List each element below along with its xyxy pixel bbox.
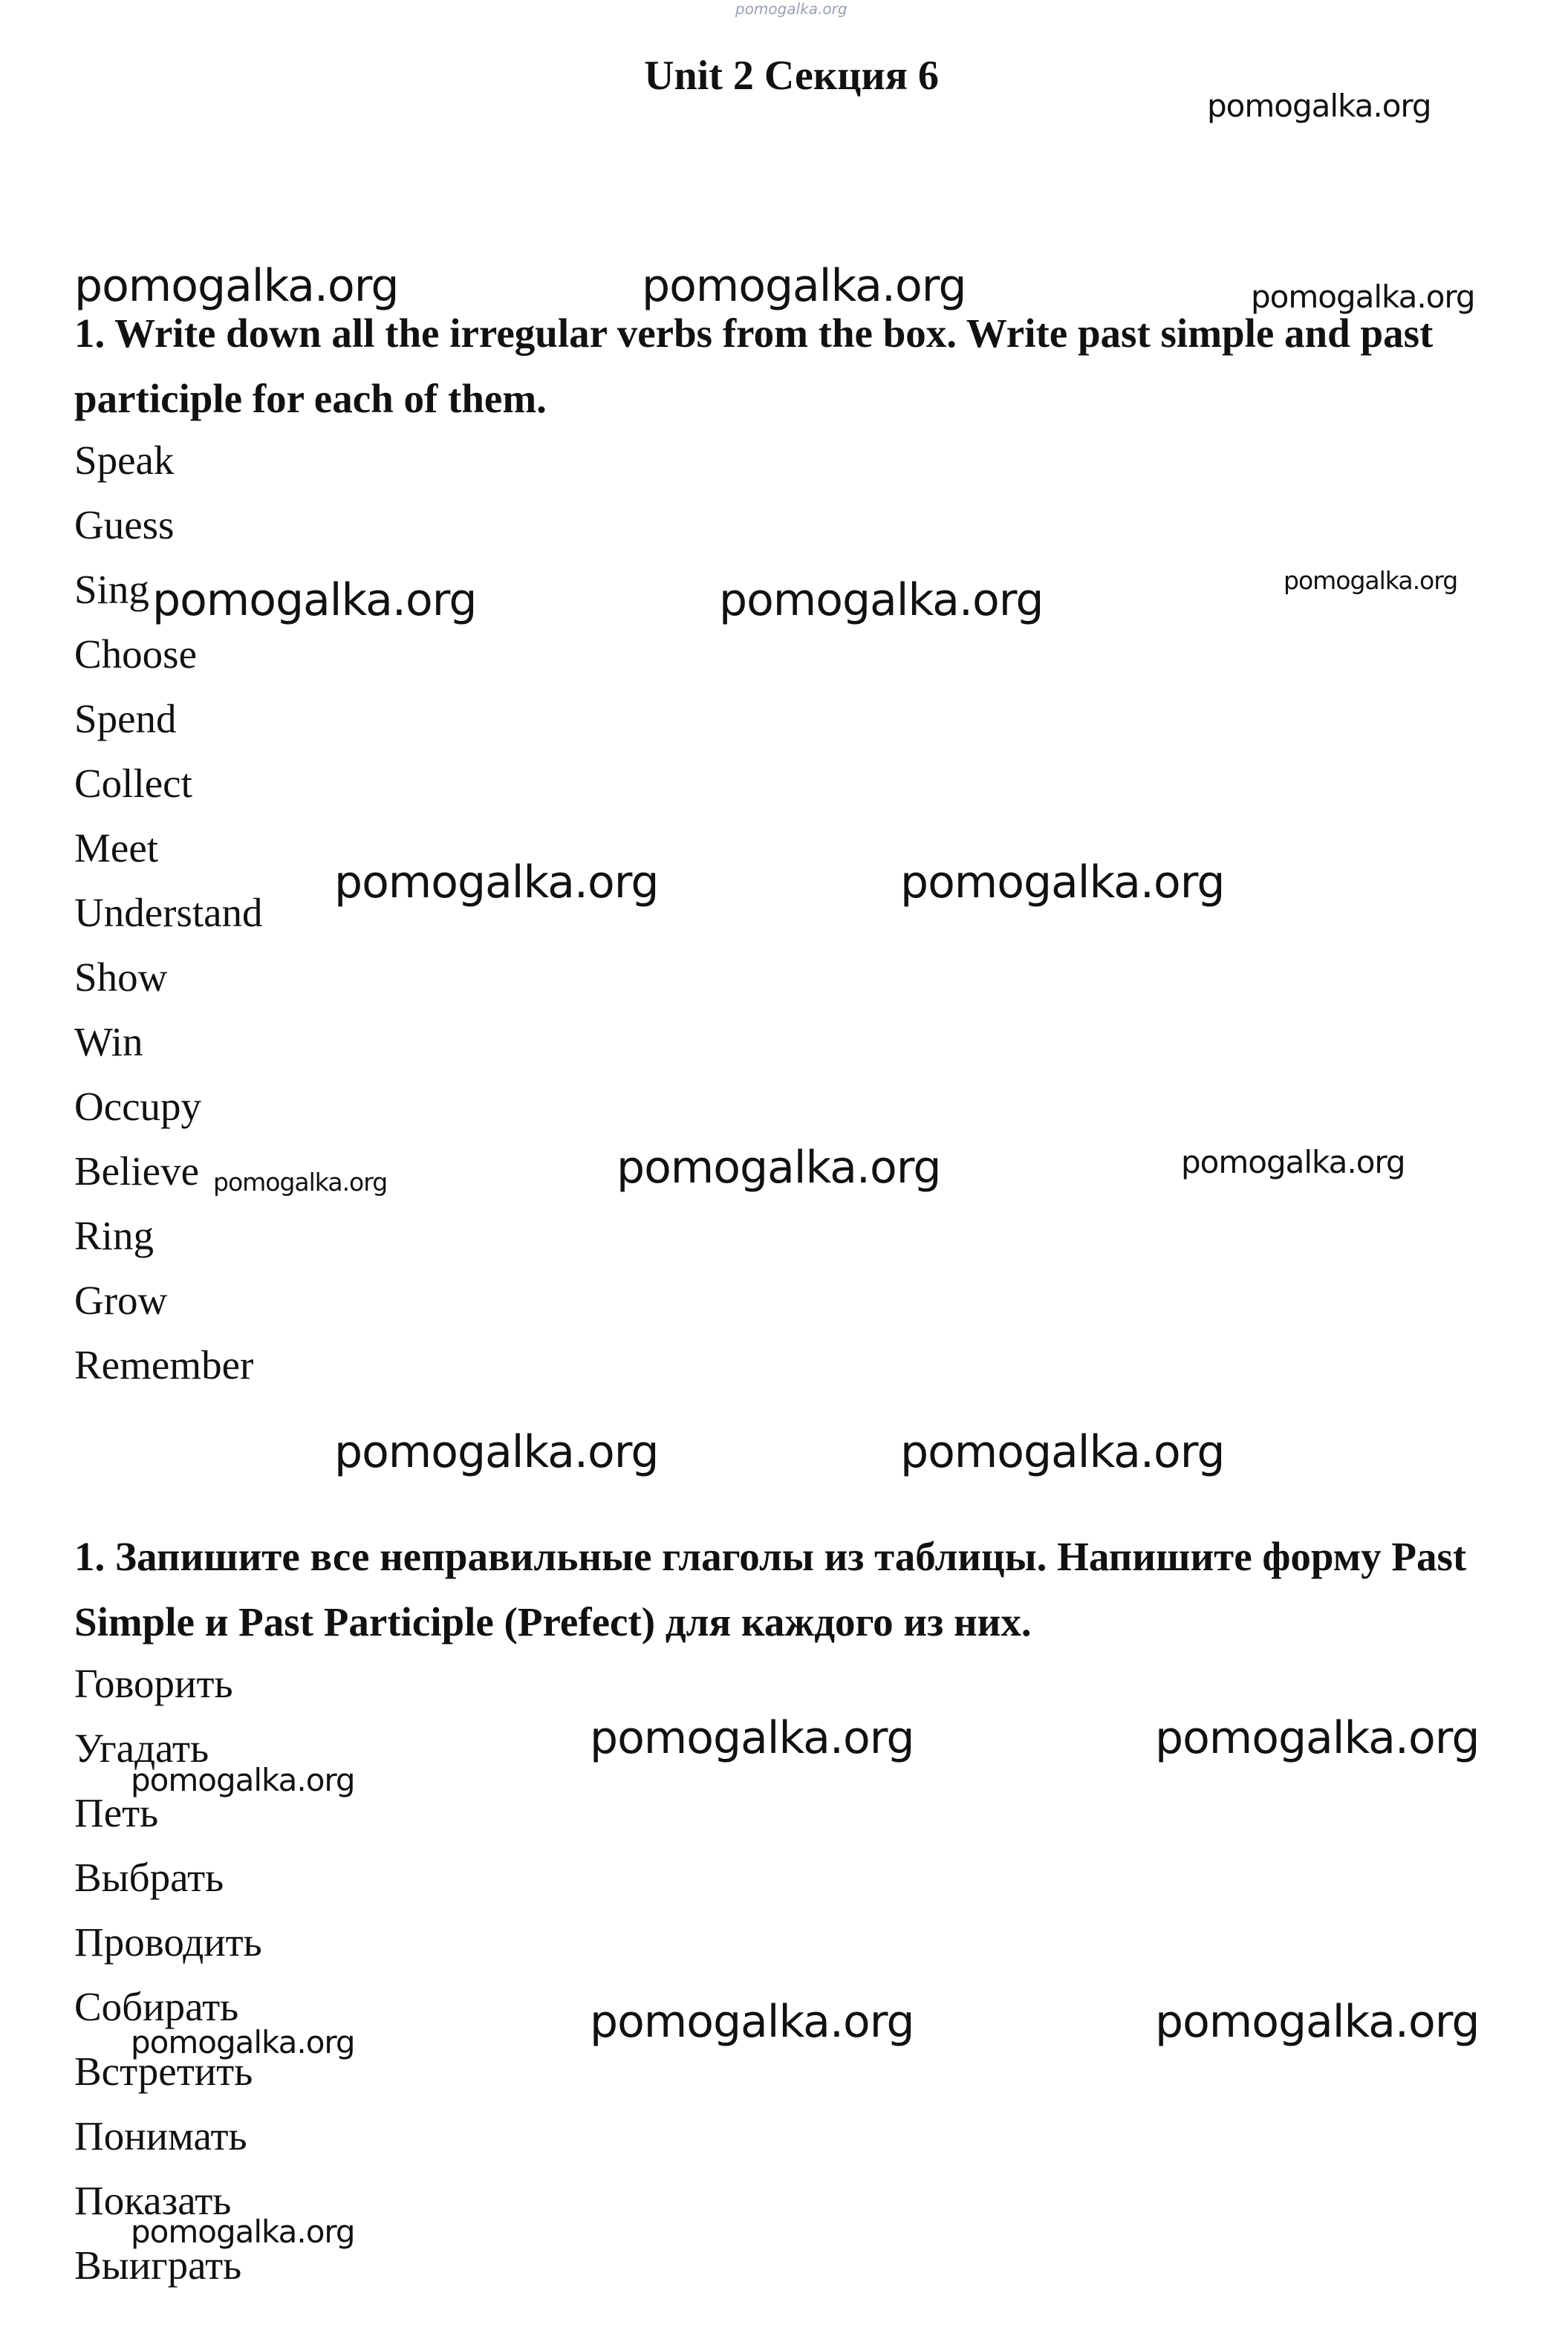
- watermark: pomogalka.org: [590, 1996, 914, 2048]
- watermark: pomogalka.org: [590, 1712, 914, 1764]
- russian-word: Выиграть: [74, 2242, 242, 2288]
- russian-word: Петь: [74, 1790, 159, 1835]
- english-word: Meet: [74, 825, 159, 871]
- watermark: pomogalka.org: [213, 1168, 388, 1197]
- english-word: Sing: [74, 567, 149, 612]
- watermark: pomogalka.org: [642, 260, 966, 312]
- english-word: Occupy: [74, 1084, 202, 1129]
- watermark: pomogalka.org: [131, 1762, 355, 1798]
- russian-word: Угадать: [74, 1725, 209, 1771]
- english-word: Speak: [74, 437, 175, 483]
- watermark: pomogalka.org: [334, 856, 659, 908]
- russian-word: Показать: [74, 2178, 232, 2223]
- english-word: Remember: [74, 1342, 254, 1388]
- russian-word: Понимать: [74, 2113, 247, 2159]
- watermark: pomogalka.org: [1155, 1996, 1480, 2048]
- english-instruction: 1. Write down all the irregular verbs from the box. Write past simple and past participle for each of them.: [74, 310, 1434, 421]
- english-word: Believe: [74, 1148, 199, 1194]
- watermark: pomogalka.org: [1207, 88, 1431, 124]
- russian-word: Выбрать: [74, 1855, 224, 1900]
- russian-word: Встретить: [74, 2049, 253, 2094]
- page-title: Unit 2 Секция 6: [644, 53, 939, 99]
- watermark: pomogalka.org: [74, 260, 399, 312]
- english-word: Ring: [74, 1213, 154, 1258]
- russian-word: Собирать: [74, 1984, 239, 2029]
- russian-instruction: 1. Запишите все неправильные глаголы из таблицы. Напишите форму Past Simple и Past Participle (Prefect) для каждого из них.: [74, 1534, 1467, 1645]
- top-watermark: pomogalka.org: [735, 0, 848, 18]
- watermark: pomogalka.org: [900, 856, 1225, 908]
- watermark: pomogalka.org: [617, 1142, 941, 1194]
- english-word: Win: [74, 1019, 143, 1064]
- russian-word: Проводить: [74, 1919, 262, 1965]
- english-word: Show: [74, 954, 168, 1000]
- english-word: Collect: [74, 761, 192, 806]
- watermark: pomogalka.org: [334, 1426, 659, 1478]
- watermark: pomogalka.org: [1284, 566, 1458, 595]
- english-word: Understand: [74, 890, 263, 935]
- english-word: Spend: [74, 696, 177, 741]
- english-word: Guess: [74, 502, 175, 547]
- watermark: pomogalka.org: [719, 574, 1044, 626]
- watermark: pomogalka.org: [131, 2024, 355, 2060]
- watermark: pomogalka.org: [1155, 1712, 1480, 1764]
- watermark: pomogalka.org: [1181, 1144, 1405, 1180]
- watermark: pomogalka.org: [900, 1426, 1225, 1478]
- russian-word: Говорить: [74, 1661, 233, 1706]
- watermark: pomogalka.org: [131, 2213, 355, 2250]
- english-word: Grow: [74, 1278, 168, 1323]
- watermark: pomogalka.org: [1251, 279, 1475, 315]
- english-word: Choose: [74, 631, 197, 677]
- watermark: pomogalka.org: [152, 574, 477, 626]
